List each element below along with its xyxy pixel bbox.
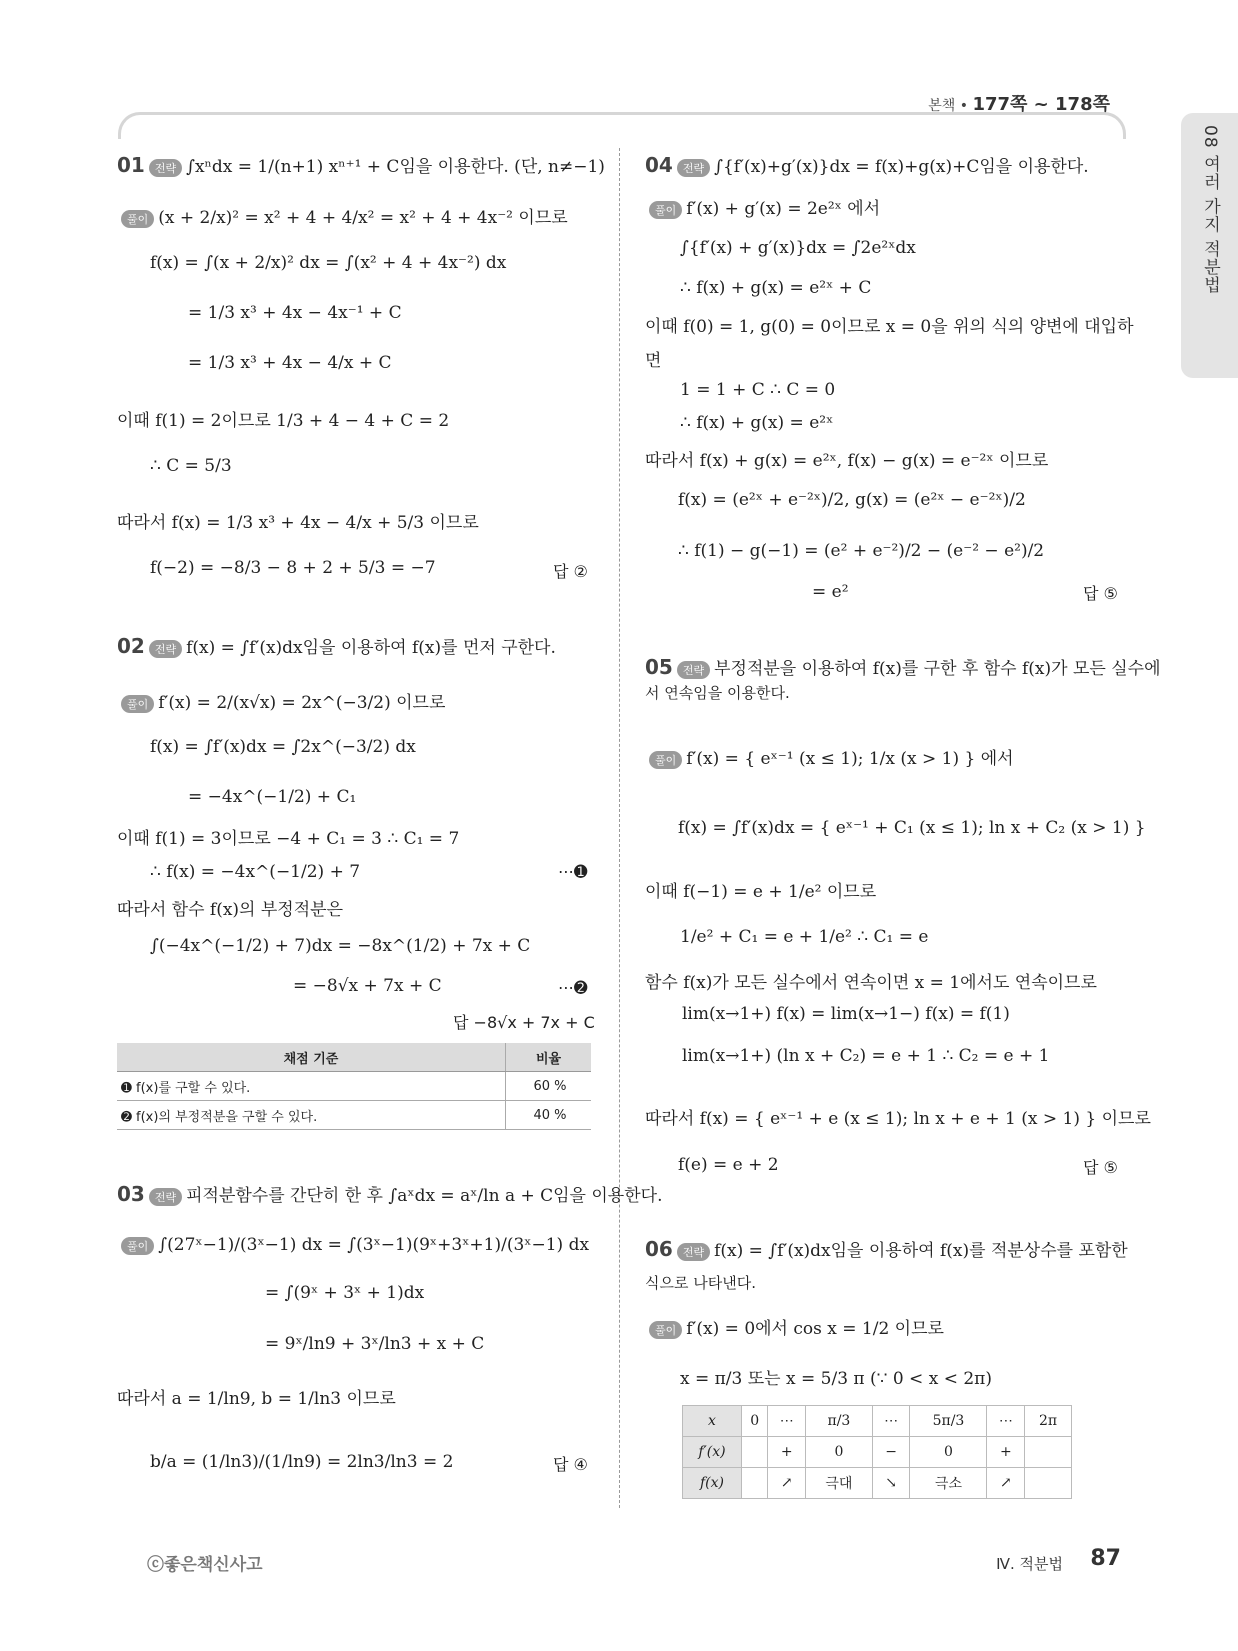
q01-answer: 답 ② bbox=[553, 562, 588, 581]
table-row: f′(x) + 0 − 0 + bbox=[683, 1437, 1072, 1468]
q04-line: = e² bbox=[812, 582, 849, 602]
q04-line: ∴ f(x) + g(x) = e²ˣ + C bbox=[680, 278, 872, 298]
q04-line: 풀이 f′(x) + g′(x) = 2e²ˣ 에서 bbox=[645, 194, 880, 219]
q02-line: 따라서 함수 f(x)의 부정적분은 bbox=[117, 900, 343, 920]
q04-line: f(x) = (e²ˣ + e⁻²ˣ)/2, g(x) = (e²ˣ − e⁻²ˣ)/2 bbox=[678, 490, 1026, 510]
q05-line: 따라서 f(x) = { eˣ⁻¹ + e (x ≤ 1); ln x + e + 1 (x > 1) } 이므로 bbox=[645, 1109, 1151, 1129]
table-row: ➋ f(x)의 부정적분을 구할 수 있다. 40 % bbox=[117, 1101, 591, 1130]
q01-line: 이때 f(1) = 2이므로 1/3 + 4 − 4 + C = 2 bbox=[117, 411, 450, 431]
q01-line: = 1/3 x³ + 4x − 4/x + C bbox=[188, 353, 392, 373]
q02-strategy: 02 전략 f(x) = ∫f′(x)dx임을 이용하여 f(x)를 먼저 구한다. bbox=[117, 634, 556, 658]
q02-line: f(x) = ∫f′(x)dx = ∫2x^(−3/2) dx bbox=[150, 737, 416, 757]
q03-answer: 답 ④ bbox=[553, 1455, 588, 1474]
q05-answer: 답 ⑤ bbox=[1083, 1158, 1118, 1177]
q01-line: f(−2) = −8/3 − 8 + 2 + 5/3 = −7 bbox=[150, 558, 436, 578]
q02-line: ∴ f(x) = −4x^(−1/2) + 7 bbox=[150, 862, 361, 882]
q03-line: 풀이 ∫(27ˣ−1)/(3ˣ−1) dx = ∫(3ˣ−1)(9ˣ+3ˣ+1)/(3ˣ−1) dx bbox=[117, 1235, 589, 1255]
page-header: 본책 • 177쪽 ~ 178쪽 bbox=[928, 94, 1110, 115]
q01-strategy: 01 전략 ∫xⁿdx = 1/(n+1) xⁿ⁺¹ + C임을 이용한다. (단, n≠−1) bbox=[117, 153, 605, 177]
q05-strategy-cont: 서 연속임을 이용한다. bbox=[645, 684, 790, 702]
table-header: 비율 bbox=[506, 1043, 592, 1072]
q01-line: f(x) = ∫(x + 2/x)² dx = ∫(x² + 4 + 4x⁻²) dx bbox=[150, 253, 507, 273]
q04-line: ∴ f(x) + g(x) = e²ˣ bbox=[680, 413, 834, 433]
q03-line: 따라서 a = 1/ln9, b = 1/ln3 이므로 bbox=[117, 1389, 396, 1409]
q04-line: ∴ f(1) − g(−1) = (e² + e⁻²)/2 − (e⁻² − e²)/2 bbox=[678, 541, 1045, 561]
q02-line: 풀이 f′(x) = 2/(x√x) = 2x^(−3/2) 이므로 bbox=[117, 688, 445, 713]
q06-line: x = π/3 또는 x = 5/3 π (∵ 0 < x < 2π) bbox=[680, 1369, 992, 1389]
q05-line: lim(x→1+) f(x) = lim(x→1−) f(x) = f(1) bbox=[682, 1004, 1010, 1024]
q04-line: 따라서 f(x) + g(x) = e²ˣ, f(x) − g(x) = e⁻²ˣ 이므로 bbox=[645, 451, 1049, 471]
column-divider bbox=[619, 148, 620, 1508]
q03-line: b/a = (1/ln3)/(1/ln9) = 2ln3/ln3 = 2 bbox=[150, 1452, 454, 1472]
q02-line: ∫(−4x^(−1/2) + 7)dx = −8x^(1/2) + 7x + C bbox=[150, 936, 531, 956]
q01-line: ∴ C = 5/3 bbox=[150, 456, 232, 476]
q06-strategy: 06 전략 f(x) = ∫f′(x)dx임을 이용하여 f(x)를 적분상수를 포함한 bbox=[645, 1237, 1128, 1261]
q05-line: lim(x→1+) (ln x + C₂) = e + 1 ∴ C₂ = e + 1 bbox=[682, 1046, 1050, 1066]
q04-line: ∫{f′(x) + g′(x)}dx = ∫2e²ˣdx bbox=[680, 238, 916, 258]
q01-line: 풀이 (x + 2/x)² = x² + 4 + 4/x² = x² + 4 + 4x⁻² 이므로 bbox=[117, 203, 568, 228]
q05-line: 풀이 f′(x) = { eˣ⁻¹ (x ≤ 1); 1/x (x > 1) } 에서 bbox=[645, 744, 1014, 769]
table-row: f(x) ↗ 극대 ↘ 극소 ↗ bbox=[683, 1468, 1072, 1499]
q01-line: = 1/3 x³ + 4x − 4x⁻¹ + C bbox=[188, 303, 402, 323]
q05-line: 함수 f(x)가 모든 실수에서 연속이면 x = 1에서도 연속이므로 bbox=[645, 973, 1097, 993]
q05-line: f(x) = ∫f′(x)dx = { eˣ⁻¹ + C₁ (x ≤ 1); ln x + C₂ (x > 1) } bbox=[678, 818, 1146, 838]
q04-line: 1 = 1 + C ∴ C = 0 bbox=[680, 380, 836, 400]
publisher-logo: ⓒ좋은책신사고 bbox=[147, 1555, 263, 1575]
q04-line: 이때 f(0) = 1, g(0) = 0이므로 x = 0을 위의 식의 양변에 대입하 bbox=[645, 317, 1134, 337]
table-header: 채점 기준 bbox=[117, 1043, 506, 1072]
q05-line: 이때 f(−1) = e + 1/e² 이므로 bbox=[645, 882, 877, 902]
q03-line: = 9ˣ/ln9 + 3ˣ/ln3 + x + C bbox=[265, 1334, 485, 1354]
scoring-table bbox=[117, 1043, 591, 1130]
q05-line: f(e) = e + 2 bbox=[678, 1155, 779, 1175]
q02-line: = −8√x + 7x + C bbox=[293, 976, 442, 996]
q02-mark-2: ⋯➋ bbox=[558, 978, 588, 997]
chapter-side-tab: 08 여러 가지 적분법 bbox=[1181, 113, 1238, 378]
q04-strategy: 04 전략 ∫{f′(x)+g′(x)}dx = f(x)+g(x)+C임을 이용한다. bbox=[645, 153, 1089, 177]
chapter-label: Ⅳ. 적분법 bbox=[996, 1555, 1063, 1573]
q03-strategy: 03 전략 피적분함수를 간단히 한 후 ∫aˣdx = aˣ/ln a + C임을 이용한다. bbox=[117, 1182, 663, 1206]
q05-line: 1/e² + C₁ = e + 1/e² ∴ C₁ = e bbox=[680, 927, 929, 947]
q06-strategy-cont: 식으로 나타낸다. bbox=[645, 1274, 756, 1292]
sign-table bbox=[682, 1405, 1072, 1499]
q01-line: 따라서 f(x) = 1/3 x³ + 4x − 4/x + 5/3 이므로 bbox=[117, 513, 479, 533]
q06-line: 풀이 f′(x) = 0에서 cos x = 1/2 이므로 bbox=[645, 1314, 944, 1339]
q02-mark-1: ⋯➊ bbox=[558, 862, 588, 881]
top-border bbox=[118, 112, 1126, 139]
q02-answer: 답 −8√x + 7x + C bbox=[453, 1013, 595, 1032]
q02-line: 이때 f(1) = 3이므로 −4 + C₁ = 3 ∴ C₁ = 7 bbox=[117, 829, 460, 849]
q03-line: = ∫(9ˣ + 3ˣ + 1)dx bbox=[265, 1283, 425, 1303]
table-row: ➊ f(x)를 구할 수 있다. 60 % bbox=[117, 1072, 591, 1101]
q04-line: 면 bbox=[645, 351, 662, 371]
q04-answer: 답 ⑤ bbox=[1083, 584, 1118, 603]
q02-line: = −4x^(−1/2) + C₁ bbox=[188, 787, 357, 807]
q05-strategy: 05 전략 부정적분을 이용하여 f(x)를 구한 후 함수 f(x)가 모든 실수에 bbox=[645, 655, 1161, 679]
page-number: 87 bbox=[1090, 1546, 1121, 1571]
table-row: x 0 ⋯ π/3 ⋯ 5π/3 ⋯ 2π bbox=[683, 1406, 1072, 1437]
